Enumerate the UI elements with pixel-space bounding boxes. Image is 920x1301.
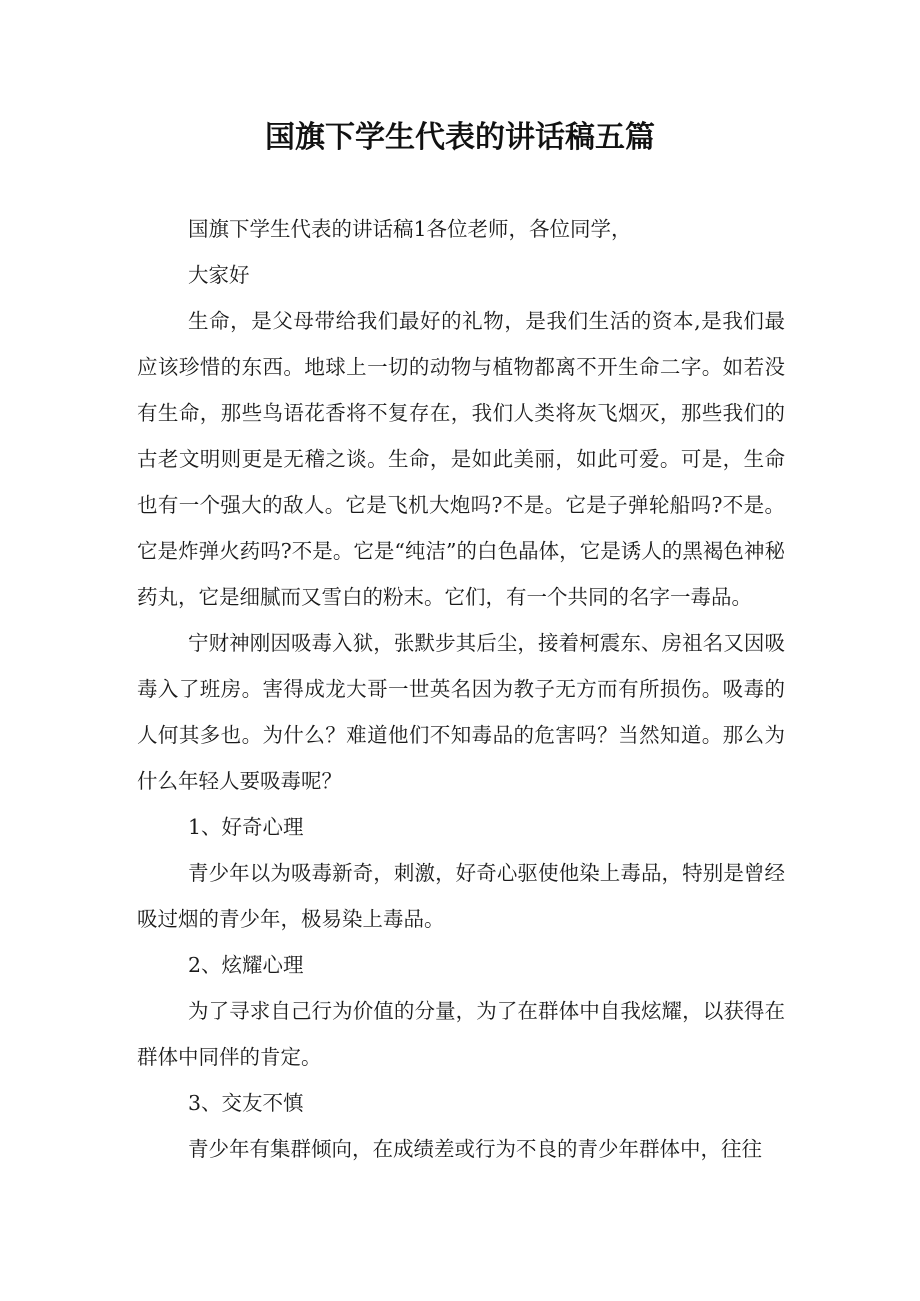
paragraph: 青少年有集群倾向，在成绩差或行为不良的青少年群体中，往往 [188, 1137, 762, 1161]
paragraph: 生命，是父母带给我们最好的礼物，是我们生活的资本,是我们最应该珍惜的东西。地球上一切的动物与植物都离不开生命二字。如若没有生命，那些鸟语花香将不复存在，我们人类将灰飞烟灭，那些我们的古老文明则更是无稽之谈。生命，是如此美丽，如此可爱。可是，生命也有一个强大的敌人。它是飞机大炮吗?不是。它是子弹轮船吗?不是。它是炸弹火药吗?不是。它是“纯洁”的白色晶体，它是诱人的黑褐色神秘药丸，它是细腻而又雪白的粉末。它们，有一个共同的名字一毒品。 [137, 309, 785, 609]
paragraph: 为了寻求自己行为价值的分量，为了在群体中自我炫耀，以获得在群体中同伴的肯定。 [137, 999, 785, 1069]
paragraph: 青少年以为吸毒新奇，刺激，好奇心驱使他染上毒品，特别是曾经吸过烟的青少年，极易染上毒品。 [137, 861, 785, 931]
section-heading: 2、炫耀心理 [188, 953, 304, 977]
section-heading: 1、好奇心理 [188, 815, 304, 839]
paragraph: 宁财神刚因吸毒入狱，张默步其后尘，接着柯震东、房祖名又因吸毒入了班房。害得成龙大哥一世英名因为教子无方而有所损伤。吸毒的人何其多也。为什么？难道他们不知毒品的危害吗？当然知道。那么为什么年轻人要吸毒呢？ [137, 631, 785, 793]
document-body [137, 206, 785, 1172]
paragraph: 大家好 [188, 263, 250, 287]
document-title: 国旗下学生代表的讲话稿五篇 [265, 120, 655, 155]
section-heading: 3、交友不慎 [188, 1091, 304, 1115]
paragraph: 国旗下学生代表的讲话稿1各位老师，各位同学， [188, 217, 632, 241]
